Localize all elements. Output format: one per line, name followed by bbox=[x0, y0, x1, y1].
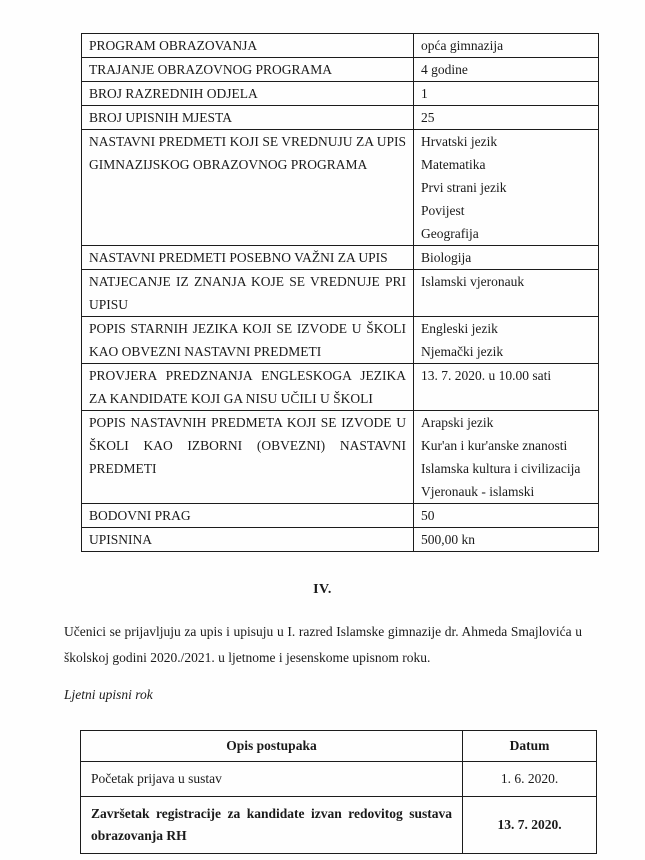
program-row-value bbox=[414, 106, 599, 130]
program-row-value bbox=[414, 34, 599, 58]
enrollment-schedule-thead bbox=[81, 731, 597, 762]
program-row-value bbox=[414, 528, 599, 552]
schedule-row-date: 13. 7. 2020. bbox=[463, 797, 597, 854]
program-table-row bbox=[82, 246, 599, 270]
program-row-value bbox=[414, 130, 599, 246]
program-value-line: Biologija bbox=[421, 250, 472, 265]
program-value-line: Islamska kultura i civilizacija bbox=[421, 461, 581, 476]
program-value-line: Prvi strani jezik bbox=[421, 180, 507, 195]
program-row-label: NASTAVNI PREDMETI POSEBNO VAŽNI ZA UPIS bbox=[82, 246, 414, 270]
program-table-row bbox=[82, 270, 599, 317]
schedule-row-description: Početak prijava u sustav bbox=[81, 762, 463, 797]
program-table-row bbox=[82, 130, 599, 246]
program-table-row bbox=[82, 106, 599, 130]
program-row-value bbox=[414, 246, 599, 270]
program-row-label: PROVJERA PREDZNANJA ENGLESKOGA JEZIKA ZA KANDIDATE KOJI GA NISU UČILI U ŠKOLI bbox=[82, 364, 414, 411]
program-value-line: Vjeronauk - islamski bbox=[421, 484, 535, 499]
program-row-value bbox=[414, 58, 599, 82]
program-value-line: 4 godine bbox=[421, 62, 468, 77]
program-value-line: Kur'an i kur'anske znanosti bbox=[421, 438, 568, 453]
program-row-label: POPIS NASTAVNIH PREDMETA KOJI SE IZVODE U ŠKOLI KAO IZBORNI (OBVEZNI) NASTAVNI PREDMETI bbox=[82, 411, 414, 504]
program-row-label: NATJECANJE IZ ZNANJA KOJE SE VREDNUJE PRI UPISU bbox=[82, 270, 414, 317]
program-row-value bbox=[414, 317, 599, 364]
program-value-line: Njemački jezik bbox=[421, 344, 504, 359]
program-table-row bbox=[82, 317, 599, 364]
intro-paragraph: Učenici se prijavljuju za upis i upisuju u I. razred Islamske gimnazije dr. Ahmeda Smajlovića u školskoj godini 2020./2021. u ljetnome i jesenskome upisnom roku. bbox=[64, 624, 582, 665]
program-table-row bbox=[82, 364, 599, 411]
program-row-value bbox=[414, 82, 599, 106]
program-row-label: UPISNINA bbox=[82, 528, 414, 552]
program-info-tbody bbox=[82, 34, 599, 552]
program-row-value bbox=[414, 270, 599, 317]
program-info-table bbox=[81, 33, 599, 552]
program-table-row bbox=[82, 528, 599, 552]
program-value-line: Hrvatski jezik bbox=[421, 134, 498, 149]
program-row-value bbox=[414, 411, 599, 504]
program-value-line: Engleski jezik bbox=[421, 321, 498, 336]
program-row-label: NASTAVNI PREDMETI KOJI SE VREDNUJU ZA UPIS GIMNAZIJSKOG OBRAZOVNOG PROGRAMA bbox=[82, 130, 414, 246]
schedule-header-row bbox=[81, 731, 597, 762]
schedule-table-row bbox=[81, 797, 597, 854]
program-row-label: BODOVNI PRAG bbox=[82, 504, 414, 528]
schedule-row-description: Završetak registracije za kandidate izvan redovitog sustava obrazovanja RH bbox=[81, 797, 463, 854]
section-heading: IV. bbox=[313, 582, 332, 597]
program-row-label: POPIS STARNIH JEZIKA KOJI SE IZVODE U ŠKOLI KAO OBVEZNI NASTAVNI PREDMETI bbox=[82, 317, 414, 364]
program-table-row bbox=[82, 34, 599, 58]
schedule-header-description: Opis postupaka bbox=[81, 731, 463, 762]
program-value-line: 50 bbox=[421, 508, 435, 523]
program-value-line: Arapski jezik bbox=[421, 415, 494, 430]
schedule-row-date: 1. 6. 2020. bbox=[463, 762, 597, 797]
program-table-row bbox=[82, 82, 599, 106]
program-row-label: PROGRAM OBRAZOVANJA bbox=[82, 34, 414, 58]
program-value-line: Geografija bbox=[421, 226, 479, 241]
program-row-value bbox=[414, 364, 599, 411]
program-row-value bbox=[414, 504, 599, 528]
enrollment-schedule-tbody bbox=[81, 762, 597, 854]
program-value-line: Matematika bbox=[421, 157, 486, 172]
program-table-row bbox=[82, 58, 599, 82]
program-table-row bbox=[82, 411, 599, 504]
enrollment-period-label: Ljetni upisni rok bbox=[64, 687, 153, 702]
program-value-line: Islamski vjeronauk bbox=[421, 274, 525, 289]
schedule-header-date: Datum bbox=[463, 731, 597, 762]
program-value-line: 1 bbox=[421, 86, 428, 101]
program-value-line: 500,00 kn bbox=[421, 532, 475, 547]
program-value-line: 25 bbox=[421, 110, 435, 125]
program-row-label: BROJ UPISNIH MJESTA bbox=[82, 106, 414, 130]
enrollment-schedule-table bbox=[80, 730, 597, 854]
program-value-line: opća gimnazija bbox=[421, 38, 504, 53]
program-value-line: Povijest bbox=[421, 203, 465, 218]
schedule-table-row bbox=[81, 762, 597, 797]
program-value-line: 13. 7. 2020. u 10.00 sati bbox=[421, 368, 552, 383]
program-row-label: TRAJANJE OBRAZOVNOG PROGRAMA bbox=[82, 58, 414, 82]
program-row-label: BROJ RAZREDNIH ODJELA bbox=[82, 82, 414, 106]
program-table-row bbox=[82, 504, 599, 528]
